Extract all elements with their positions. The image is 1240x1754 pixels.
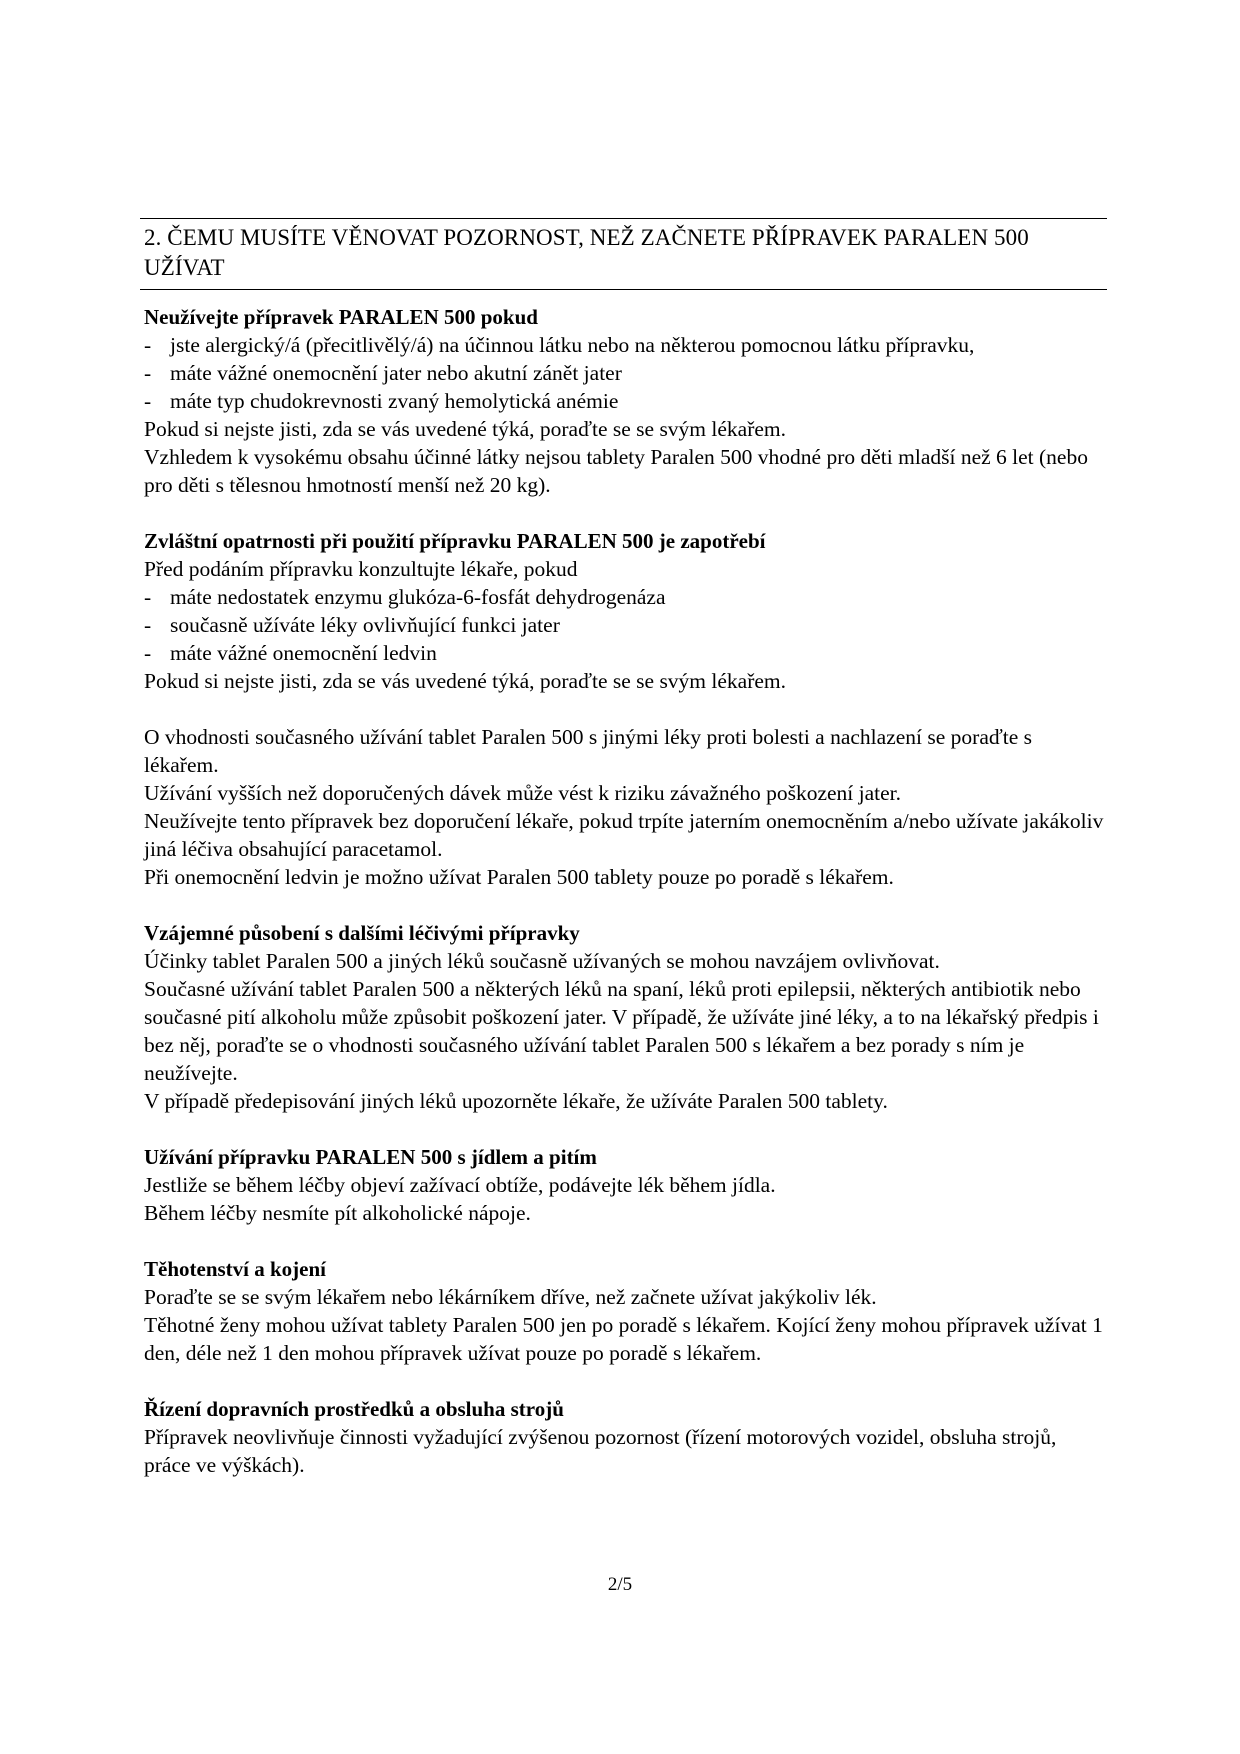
bullet-marker: - bbox=[144, 613, 152, 637]
bullet-text: máte vážné onemocnění ledvin bbox=[170, 641, 437, 665]
paragraph: Neužívejte tento přípravek bez doporučení lékaře, pokud trpíte jaterním onemocněním a/nebo užívate jakákoliv jiná léčiva obsahující paracetamol. bbox=[144, 809, 1104, 861]
paragraph: Současné užívání tablet Paralen 500 a některých léků na spaní, léků proti epilepsii, některých antibiotik nebo současné pití alkoholu může způsobit poškození jater. V případě, že užíváte jiné léky, a to na lékařský předpis i bez něj, poraďte se o vhodnosti současného užívání tablet Paralen 500 s lékařem a bez porady s ním je neužívejte. bbox=[144, 977, 1099, 1085]
paragraph: Přípravek neovlivňuje činnosti vyžadující zvýšenou pozornost (řízení motorových vozidel, obsluha strojů, práce ve výškách). bbox=[144, 1425, 1057, 1477]
paragraph: Těhotné ženy mohou užívat tablety Paralen 500 jen po poradě s lékařem. Kojící ženy mohou přípravek užívat 1 den, déle než 1 den mohou přípravek užívat pouze po poradě s lékařem. bbox=[144, 1313, 1103, 1365]
paragraph: Poraďte se se svým lékařem nebo lékárníkem dříve, než začnete užívat jakýkoliv lék. bbox=[144, 1285, 877, 1309]
page-number: 2/5 bbox=[607, 1574, 633, 1595]
section-title: Těhotenství a kojení bbox=[144, 1257, 327, 1281]
section bbox=[144, 723, 1107, 891]
bullet-text: máte vážné onemocnění jater nebo akutní zánět jater bbox=[170, 361, 622, 385]
bullet-item bbox=[144, 387, 1107, 415]
paragraph: Užívání vyšších než doporučených dávek může vést k riziku závažného poškození jater. bbox=[144, 781, 902, 805]
paragraph: Pokud si nejste jisti, zda se vás uvedené týká, poraďte se se svým lékařem. bbox=[144, 669, 787, 693]
paragraph: Vzhledem k vysokému obsahu účinné látky nejsou tablety Paralen 500 vhodné pro děti mladší než 6 let (nebo pro děti s tělesnou hmotností menší než 20 kg). bbox=[144, 445, 1088, 497]
section-title: Neužívejte přípravek PARALEN 500 pokud bbox=[144, 305, 538, 329]
bullet-text: máte typ chudokrevnosti zvaný hemolytická anémie bbox=[170, 389, 619, 413]
bullet-text: současně užíváte léky ovlivňující funkci jater bbox=[170, 613, 560, 637]
bullet-item bbox=[144, 611, 1107, 639]
section bbox=[144, 1255, 1107, 1367]
paragraph: V případě předepisování jiných léků upozorněte lékaře, že užíváte Paralen 500 tablety. bbox=[144, 1089, 888, 1113]
section bbox=[144, 1143, 1107, 1227]
bullet-item bbox=[144, 639, 1107, 667]
paragraph: Účinky tablet Paralen 500 a jiných léků současně užívaných se mohou navzájem ovlivňovat. bbox=[144, 949, 940, 973]
paragraph: Při onemocnění ledvin je možno užívat Paralen 500 tablety pouze po poradě s lékařem. bbox=[144, 865, 894, 889]
section-heading-block bbox=[140, 218, 1107, 290]
section bbox=[144, 1395, 1107, 1479]
paragraph: Pokud si nejste jisti, zda se vás uvedené týká, poraďte se se svým lékařem. bbox=[144, 417, 787, 441]
document-body bbox=[144, 303, 1107, 1507]
section-title: Užívání přípravku PARALEN 500 s jídlem a pitím bbox=[144, 1145, 597, 1169]
paragraph: Během léčby nesmíte pít alkoholické nápoje. bbox=[144, 1201, 531, 1225]
section bbox=[144, 919, 1107, 1115]
section-heading: 2. ČEMU MUSÍTE VĚNOVAT POZORNOST, NEŽ ZAČNETE PŘÍPRAVEK PARALEN 500 UŽÍVAT bbox=[144, 225, 1029, 280]
section-title: Vzájemné působení s dalšími léčivými přípravky bbox=[144, 921, 580, 945]
bullet-marker: - bbox=[144, 585, 152, 609]
bullet-item bbox=[144, 583, 1107, 611]
section-intro: Před podáním přípravku konzultujte lékaře, pokud bbox=[144, 557, 578, 581]
bullet-text: jste alergický/á (přecitlivělý/á) na účinnou látku nebo na některou pomocnou látku přípravku, bbox=[170, 333, 975, 357]
bullet-marker: - bbox=[144, 389, 152, 413]
paragraph: Jestliže se během léčby objeví zažívací obtíže, podávejte lék během jídla. bbox=[144, 1173, 776, 1197]
bullet-item bbox=[144, 331, 1107, 359]
section bbox=[144, 303, 1107, 499]
section-title: Řízení dopravních prostředků a obsluha strojů bbox=[144, 1397, 564, 1421]
bullet-marker: - bbox=[144, 641, 152, 665]
bullet-marker: - bbox=[144, 361, 152, 385]
paragraph: O vhodnosti současného užívání tablet Paralen 500 s jinými léky proti bolesti a nachlazení se poraďte s lékařem. bbox=[144, 725, 1033, 777]
section-title: Zvláštní opatrnosti při použití přípravku PARALEN 500 je zapotřebí bbox=[144, 529, 766, 553]
bullet-marker: - bbox=[144, 333, 152, 357]
bullet-text: máte nedostatek enzymu glukóza-6-fosfát dehydrogenáza bbox=[170, 585, 666, 609]
section bbox=[144, 527, 1107, 695]
bullet-item bbox=[144, 359, 1107, 387]
